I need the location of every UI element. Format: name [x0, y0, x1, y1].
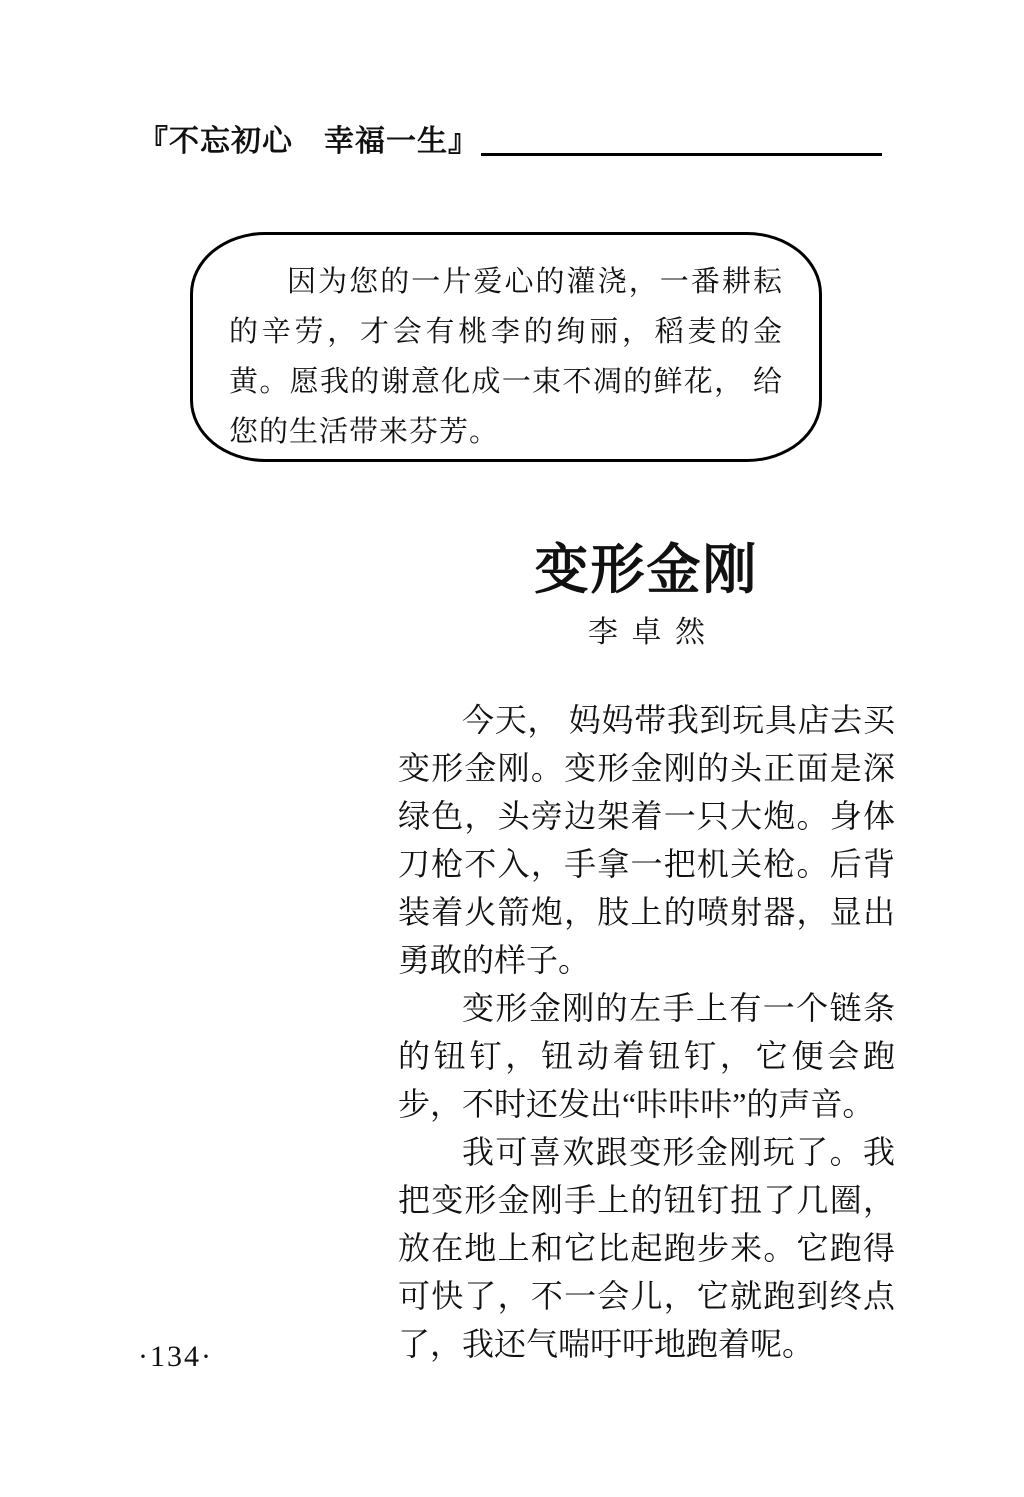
article-title: 变形金刚 — [534, 540, 759, 600]
article-paragraph: 我可喜欢跟变形金刚玩了。我把变形金刚手上的钮钉扭了几圈， 放在地上和它比起跑步来。它跑得可快了，不一会儿，它就跑到终点了，我还气喘吁吁地跑着呢。 — [398, 1134, 895, 1362]
quote-bubble-text: 因为您的一片爱心的灌浇，一番耕耘的辛劳，才会有桃李的绚丽，稻麦的金黄。愿我的谢意化成一束不凋的鲜花， 给您的生活带来芬芳。 — [229, 266, 783, 448]
page-number: ·134· — [138, 1340, 213, 1373]
article-author: 李卓然 — [588, 616, 719, 649]
article — [398, 540, 895, 1368]
article-paragraph: 变形金刚的左手上有一个链条的钮钉，钮动着钮钉，它便会跑步，不时还发出“咔咔咔”的声音。 — [398, 990, 895, 1122]
header-rule-divider — [481, 153, 882, 156]
quote-bubble — [190, 232, 822, 462]
article-paragraph: 今天， 妈妈带我到玩具店去买变形金刚。变形金刚的头正面是深绿色，头旁边架着一只大炮。身体刀枪不入，手拿一把机关枪。后背装着火箭炮，肢上的喷射器，显出勇敢的样子。 — [398, 702, 895, 978]
book-series-title: 『不忘初心 幸福一生』 — [138, 125, 479, 158]
article-body — [398, 696, 895, 1368]
page-header — [138, 124, 882, 160]
